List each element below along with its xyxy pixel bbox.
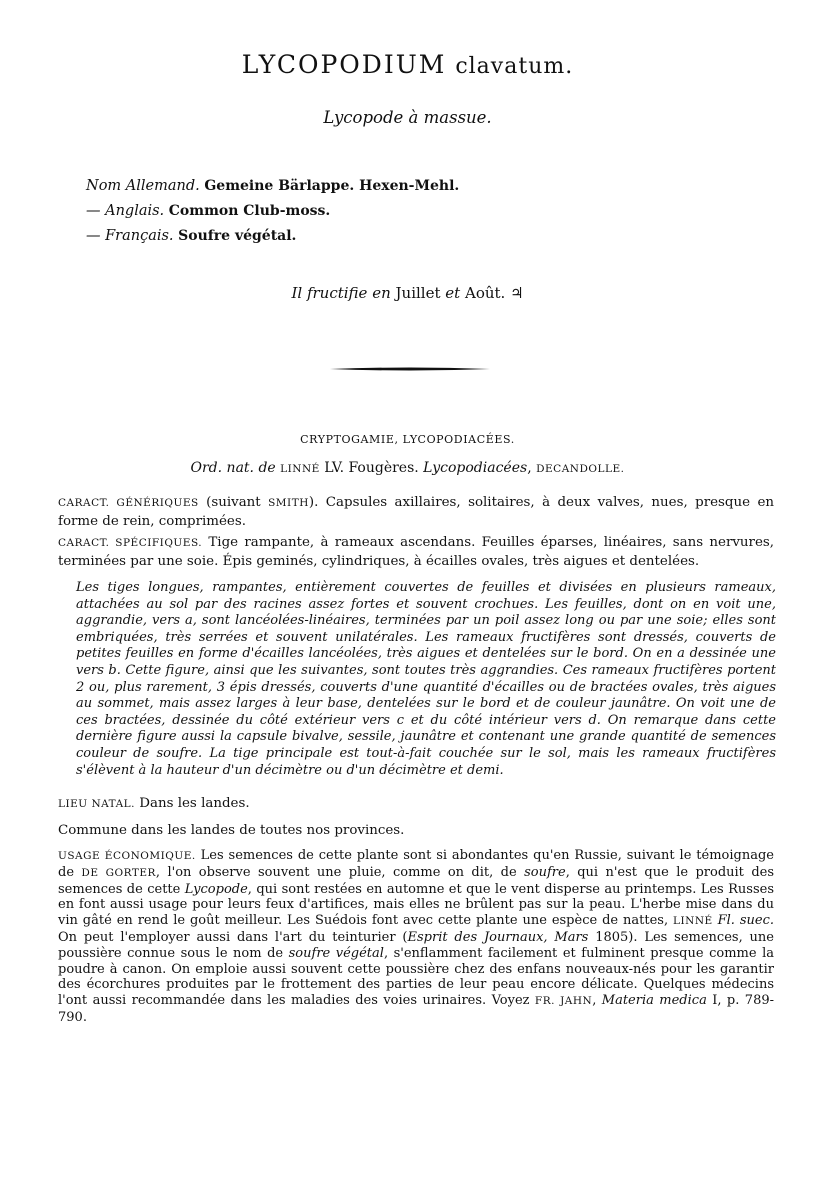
perennial-symbol: ♃ [510,284,524,302]
french-name-subtitle: Lycopode à massue. [323,108,492,127]
paragraph-text: (suivant [198,495,269,510]
paragraph-heading: CARACT. SPÉCIFIQUES. [58,537,203,549]
paragraph-text: , qui n'est que le produit des semences de cette [58,864,775,897]
order-prefix: Ord. nat. de [190,460,276,476]
paragraph-heading: USAGE ÉCONOMIQUE. [58,850,196,862]
common-name-row [86,174,459,199]
italic-term: soufre végétal [288,945,384,961]
classification-heading: CRYPTOGAMIE, LYCOPODIACÉES. [300,433,515,446]
paragraph-text: , qui sont restées en automne et que le vent disperse au printemps. Les Russes en font aussi usage pour leurs feux d'artifices, mais elles ne brûlent pas sur la peau. L'herbe mise dans du vin gâté en rend le goût meilleur. Les Suédois font avec cette plante une espèce de nattes, [58,881,775,929]
common-names-list [86,174,459,249]
paragraph-text: Les semences de cette plante sont si abondantes qu'en Russie, suivant le témoignage de [58,848,774,880]
distribution-paragraph: Commune dans les landes de toutes nos provinces. [58,823,405,838]
paragraph-text: , [592,993,602,1009]
generic-characters-paragraph [58,494,774,530]
habitat-paragraph [58,795,774,814]
order-separator: , [527,460,537,476]
name-value: Soufre végétal. [178,228,297,244]
paragraph-text: ). Capsules axillaires, solitaires, à deux valves, nues, presque en forme de rein, comprimées. [58,495,774,529]
paragraph-heading: LIEU NATAL. [58,798,135,810]
description-paragraph: Les tiges longues, rampantes, entièrement couvertes de feuilles et divisées en plusieurs rameaux, attachées au sol par des racines assez fortes et souvent crochues. Les feuilles, dont on en voit une, aggrandie, vers a, sont lancéolées-linéaires, terminées par un poil assez long ou par une soie; elles sont embriquées, très serrées et souvent unilatérales. Les rameaux fructifères sont dressés, couverts de petites feuilles en forme d'écailles lancéolées, très aigues et dentelées sur le bord. On en a dessinée une vers b. Cette figure, ainsi que les suivantes, sont toutes très aggrandies. Ces rameaux fructifères portent 2 ou, plus rarement, 3 épis dressés, couverts d'une quantité d'écailles ou de bractées ovales, très aigues au sommet, mais assez larges à leur base, dentelées sur le bord et de couleur jaunâtre. On voit une de ces bractées, dessinée du côté extérieur vers c et du côté intérieur vers d. On remarque dans cette dernière figure aussi la capsule bivalve, sessile, jaunâtre et contenant une grande quantité de semences couleur de soufre. La tige principale est tout-à-fait couchée sur le sol, mais les rameaux fructifères s'élèvent à la hauteur d'un décimètre ou d'un décimètre et demi. [76,580,776,778]
author-gorter: DE GORTER [81,866,156,879]
fruiting-month-1: Juillet [395,284,441,302]
name-language-label: — Anglais. [86,203,165,219]
common-name-row [86,199,459,224]
common-name-row [86,224,459,249]
fruiting-month-2: Août. [464,284,506,302]
paragraph-heading: CARACT. GÉNÉRIQUES [58,497,199,509]
name-language-label: Nom Allemand. [86,178,200,194]
ornamental-divider [330,367,490,371]
author-linne: LINNÉ [673,915,713,928]
fruiting-period [0,284,815,302]
paragraph-text: On peut l'employer aussi dans l'art du teinturier ( [58,929,408,945]
italic-term: soufre [524,864,566,880]
paragraph-text: Tige rampante, à rameaux ascendans. Feuilles éparses, linéaires, sans nervures, terminées par une soie. Épis geminés, cylindriques, à écailles ovales, très aigues et dentelées. [58,535,775,569]
author-jahn: FR. JAHN [534,995,593,1008]
economic-use-paragraph [58,848,774,1026]
name-value: Common Club-moss. [168,203,331,219]
fruiting-conjunction: et [445,284,461,302]
specific-characters-paragraph [58,534,774,570]
italic-term: Lycopode [184,881,248,897]
name-language-label: — Français. [86,228,174,244]
italic-reference: Materia medica [601,993,707,1009]
author-smith: SMITH [268,497,309,509]
paragraph-text: , l'on observe souvent une pluie, comme on dit, de [155,864,525,880]
author-linne: LINNÉ [280,463,320,475]
title-species: clavatum. [455,54,574,79]
title-genus: LYCOPODIUM [241,50,447,79]
italic-reference: Esprit des Journaux, Mars [407,929,589,945]
natural-order-line [0,460,815,476]
paragraph-text: 1805). Les semences, une poussière connue sous le nom de [58,929,774,961]
author-decandolle: DECANDOLLE. [536,463,625,475]
page-title [0,50,815,80]
fruiting-prefix: Il fructifie en [291,284,391,302]
paragraph-text: , s'enflamment facilement et fulminent presque comme la poudre à canon. On emploie aussi souvent cette poussière chez des enfans nouveaux-nés pour les garantir des écorchures produites par le frottement des parties de leur peau encore délicate. Quelques médecins l'ont aussi recommandée dans les maladies des voies urinaires. Voyez [58,945,774,1009]
italic-reference: Fl. suec. [712,913,774,929]
paragraph-text: I, p. 789-790. [58,993,774,1025]
family-name: Lycopodiacées [423,460,528,476]
name-value: Gemeine Bärlappe. Hexen-Mehl. [204,178,460,194]
paragraph-text: Dans les landes. [135,796,250,811]
order-number: LV. Fougères. [324,460,419,476]
